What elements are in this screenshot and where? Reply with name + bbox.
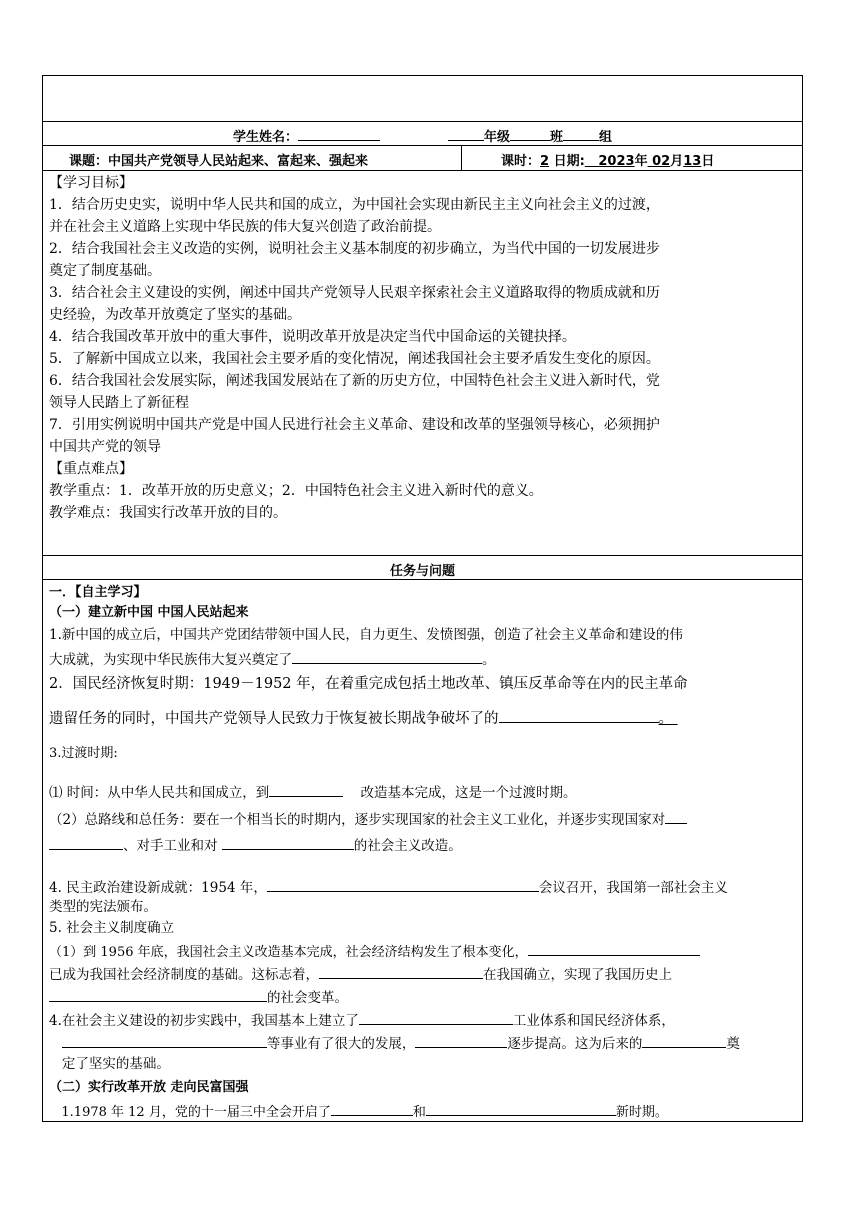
grade-label: 年级 (484, 130, 511, 145)
q2-line-b: 遗留任务的同时，中国共产党领导人民致力于恢复被长期战争破坏了的 。 (49, 708, 796, 729)
study-block (43, 580, 802, 1121)
objectives-block (43, 171, 802, 556)
answer-blank[interactable] (359, 1010, 513, 1025)
q4-line-a: 4. 民主政治建设新成就：1954 年， 会议召开，我国第一部社会主义 (49, 877, 796, 898)
answer-blank[interactable] (415, 1033, 507, 1048)
blank-header-row (43, 76, 802, 122)
objective-line: 7．引用实例说明中国共产党是中国人民进行社会主义革命、建设和改革的坚强领导核心，必须拥护 (49, 417, 660, 433)
objective-line: 史经验，为改革开放奠定了坚实的基础。 (49, 307, 301, 323)
q3-2-line-b: 、对手工业和对 的社会主义改造。 (49, 835, 796, 856)
q3-2-line-a: （2）总路线和总任务：要在一个相当长的时期内，逐步实现国家的社会主义工业化，并逐步实现国家对 (49, 809, 796, 830)
topic-divider (461, 146, 462, 170)
q4-line-b: 类型的宪法颁布。 (49, 899, 157, 915)
objective-line: 中国共产党的领导 (49, 439, 161, 455)
q2-line-a: 2．国民经济恢复时期：1949－1952 年，在着重完成包括土地改革、镇压反革命等在内的民主革命 (49, 676, 688, 692)
q5-1-line-b: 已成为我国社会经济制度的基础。这标志着， 在我国确立，实现了我国历史上 (49, 964, 796, 985)
answer-blank[interactable] (292, 649, 482, 664)
difficulty: 教学难点：我国实行改革开放的目的。 (49, 505, 287, 521)
worksheet-table (42, 75, 803, 1122)
objective-line: 领导人民踏上了新征程 (49, 395, 189, 411)
objective-line: 1．结合历史史实，说明中华人民共和国的成立，为中国社会实现由新民主主义向社会主义的过渡， (49, 197, 660, 213)
topic-title: 课题：中国共产党领导人民站起来、富起来、强起来 (69, 154, 369, 169)
class-label: 班 (550, 130, 564, 145)
key-point: 教学重点：1．改革开放的历史意义；2．中国特色社会主义进入新时代的意义。 (49, 483, 543, 499)
period-date: 课时：2 日期: 2023年 02月13日 (501, 154, 715, 169)
student-name-label: 学生姓名： (233, 126, 380, 145)
q3-1-line: ⑴ 时间：从中华人民共和国成立，到 改造基本完成，这是一个过渡时期。 (49, 782, 796, 803)
q3-title: 3.过渡时期: (49, 746, 118, 761)
key-heading: 【重点难点】 (49, 461, 133, 477)
date-year: 2023 (598, 154, 635, 169)
answer-blank[interactable] (49, 987, 267, 1002)
q5-1-line-a: （1）到 1956 年底，我国社会主义改造基本完成，社会经济结构发生了根本变化， (49, 941, 796, 962)
answer-blank[interactable] (319, 964, 483, 979)
objective-line: 4．结合我国改革开放中的重大事件，说明改革开放是决定当代中国命运的关键抉择。 (49, 329, 576, 345)
q6-line-c: 定了坚实的基础。 (61, 1056, 170, 1072)
answer-blank[interactable] (331, 1101, 413, 1116)
answer-blank[interactable] (426, 1101, 616, 1116)
answer-blank[interactable] (49, 835, 123, 850)
answer-blank[interactable] (267, 877, 539, 892)
task-heading: 任务与问题 (389, 564, 455, 579)
objective-line: 奠定了制度基础。 (49, 263, 161, 279)
part1-title: （一）建立新中国 中国人民站起来 (49, 605, 249, 620)
grade-class-group (448, 126, 612, 145)
answer-blank[interactable] (528, 941, 700, 956)
date-day: 13 (683, 154, 702, 169)
section-title: 一．【自主学习】 (49, 585, 147, 600)
objectives-heading: 【学习目标】 (49, 175, 133, 191)
answer-blank[interactable] (665, 809, 687, 824)
answer-blank[interactable] (62, 1033, 267, 1048)
objective-line: 2．结合我国社会主义改造的实例，说明社会主义基本制度的初步确立，为当代中国的一切发展进步 (49, 241, 660, 257)
objective-line: 并在社会主义道路上实现中华民族的伟大复兴创造了政治前提。 (49, 219, 441, 235)
answer-blank[interactable] (269, 782, 343, 797)
answer-blank[interactable] (642, 1033, 726, 1048)
q6-line-a: 4.在社会主义建设的初步实践中，我国基本上建立了 工业体系和国民经济体系， (49, 1010, 796, 1031)
answer-blank[interactable] (499, 708, 659, 723)
topic-row (43, 146, 802, 171)
period-value: 2 (540, 154, 550, 169)
objective-line: 3．结合社会主义建设的实例，阐述中国共产党领导人民艰辛探索社会主义道路取得的物质成就和历 (49, 285, 660, 301)
q1-line-a: 1.新中国的成立后，中国共产党团结带领中国人民，自力更生、发愤图强，创造了社会主义革命和建设的伟 (49, 627, 683, 643)
part2-title: （二）实行改革开放 走向民富国强 (49, 1080, 249, 1095)
objective-line: 6．结合我国社会发展实际，阐述我国发展站在了新的历史方位，中国特色社会主义进入新时代，党 (49, 373, 660, 389)
student-info-row (43, 122, 802, 146)
task-heading-row (43, 556, 802, 580)
q7-line: 1.1978 年 12 月，党的十一届三中全会开启了 和 新时期。 (49, 1101, 796, 1122)
date-month: 02 (652, 154, 671, 169)
q6-line-b: 等事业有了很大的发展， 逐步提高。这为后来的 奠 (49, 1033, 796, 1054)
objective-line: 5．了解新中国成立以来，我国社会主要矛盾的变化情况，阐述我国社会主要矛盾发生变化的原因。 (49, 351, 660, 367)
q1-line-b: 大成就，为实现中华民族伟大复兴奠定了 。 (49, 649, 796, 670)
q5-title: 5. 社会主义制度确立 (49, 920, 175, 936)
group-label: 组 (599, 130, 613, 145)
answer-blank[interactable] (222, 835, 354, 850)
q5-1-line-c: 的社会变革。 (49, 987, 796, 1008)
